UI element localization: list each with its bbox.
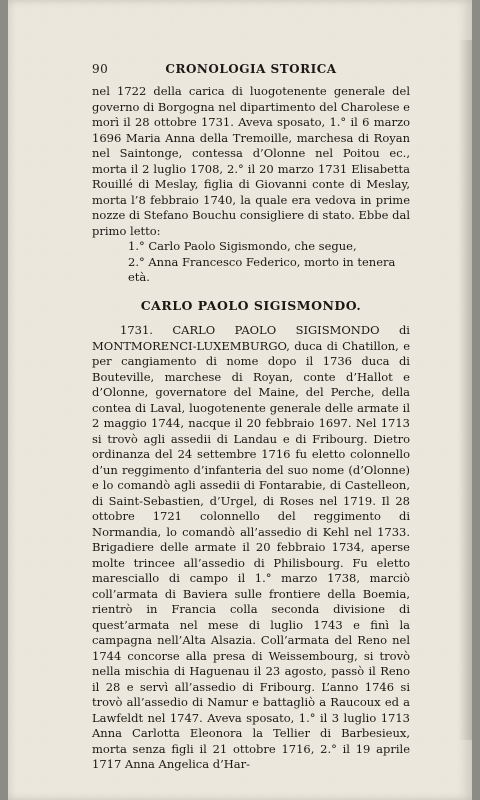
paragraph-2: 1731. CARLO PAOLO SIGISMONDO di MONTMORENCI-LUXEMBURGO, duca di Chatillon, e per cangiamento di nome dopo il 1736 duca di Bouteville, marchese di Royan, conte d’Hallot e d’Olonne, governatore del Maine, del Perche, della contea di Laval, luogotenente generale delle armate il 2 maggio 1744, nacque il 20 febbraio 1697. Nel 1713 si trovò agli assedii di Landau e di Fribourg. Dietro ordinanza del 24 settembre 1716 fu eletto colonnello d’un reggimento d’infanteria del suo nome (d’Olonne) e lo comandò agli assedii di Fontarabie, di Castelleon, di Saint-Sebastien, d’Urgel, di Roses nel 1719. Il 28 ottobre 1721 colonnello del reggimento di Normandia, lo comandò all’assedio di Kehl nel 1733. Brigadiere delle armate il 20 febbraio 1734, aperse molte trincee all’assedio di Philisbourg. Fu eletto maresciallo di campo il 1.° marzo 1738, marciò coll’armata di Baviera sulle frontiere della Boemia, rientrò in Francia colla seconda divisione di quest’armata nel mese di luglio 1743 e finì la campagna nell’Alta Alsazia. Coll’armata del Reno nel 1744 concorse alla presa di Weissembourg, si trovò nella mischia di Haguenau il 23 agosto, passò il Reno il 28 e servì all’assedio di Fribourg. L’anno 1746 si trovò all’assedio di Namur e battagliò a Raucoux ed a Lawfeldt nel 1747. Aveva sposato, 1.° il 3 luglio 1713 Anna Carlotta Eleonora la Tellier di Barbesieux, morta senza figli il 21 ottobre 1716, 2.° il 19 aprile 1717 Anna Angelica d’Har- (92, 323, 410, 771)
page-number: 90 (92, 62, 109, 76)
list-item-2: 2.° Anna Francesco Federico, morto in tenera età. (128, 254, 396, 284)
book-page (8, 0, 472, 800)
children-list (92, 239, 410, 286)
running-title: CRONOLOGIA STORICA (165, 62, 337, 76)
page-header (92, 62, 410, 82)
section-heading: CARLO PAOLO SIGISMONDO. (140, 297, 362, 313)
page-edge-shadow (458, 40, 472, 740)
paragraph-1: nel 1722 della carica di luogotenente generale del governo di Borgogna nel dipartimento del Charolese e morì il 28 ottobre 1731. Aveva sposato, 1.° il 6 marzo 1696 Maria Anna della Tremoille, marchesa di Royan nel Saintonge, contessa d’Olonne nel Poitou ec., morta il 2 luglio 1708, 2.° il 20 marzo 1731 Elisabetta Rouillé di Meslay, figlia di Giovanni conte di Meslay, morta l’8 febbraio 1740, la quale era vedova in prime nozze di Stefano Bouchu consigliere di stato. Ebbe dal primo letto: (92, 84, 410, 238)
page-text (92, 84, 410, 773)
list-item-1: 1.° Carlo Paolo Sigismondo, che segue, (128, 239, 357, 253)
